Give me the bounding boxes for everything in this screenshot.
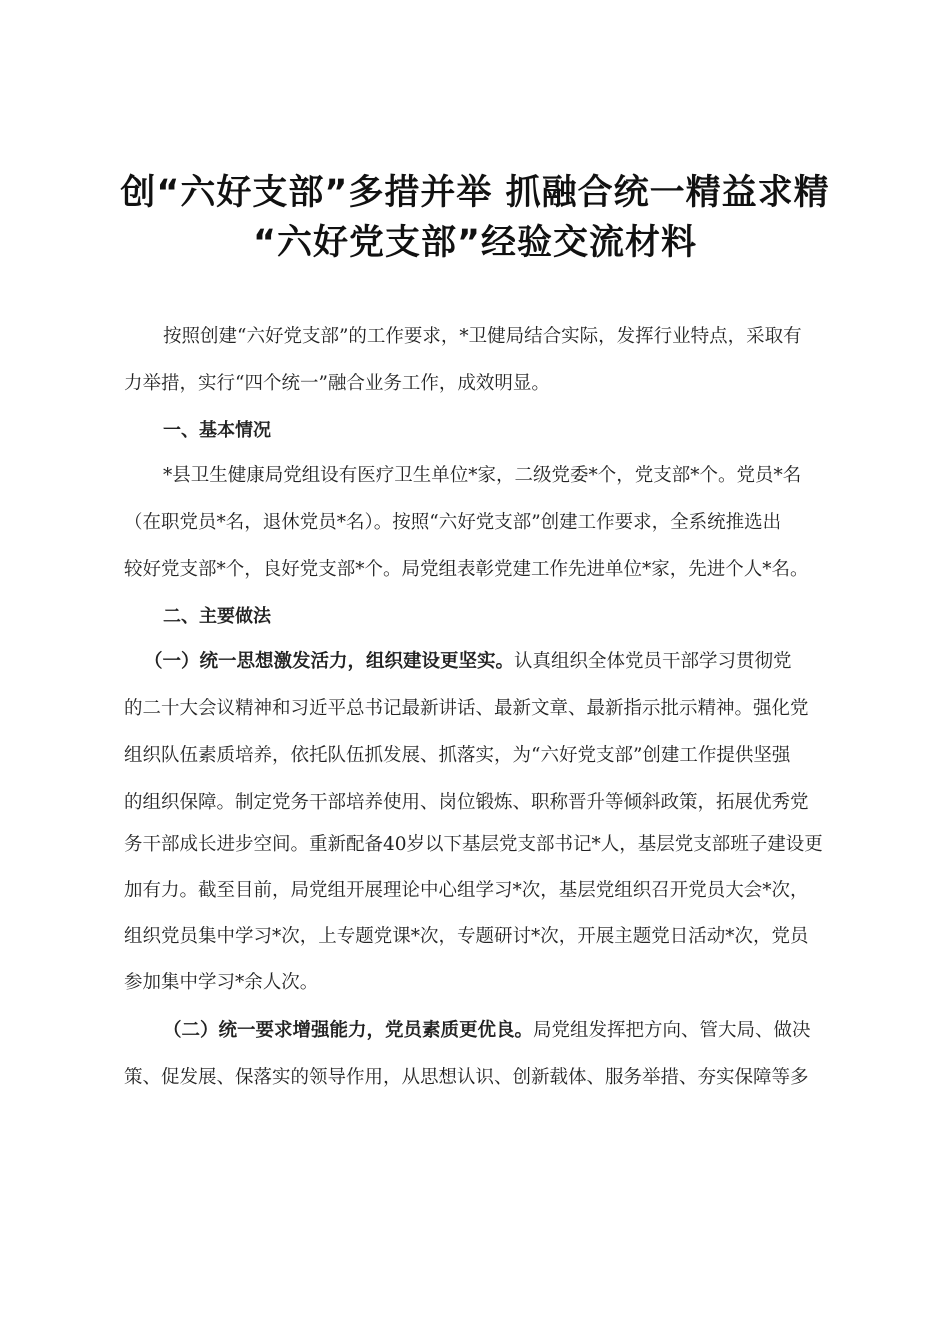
document-title-line-2: “六好党支部”经验交流材料 — [252, 223, 697, 263]
item1-line: 组织党员集中学习*次，上专题党课*次，专题研讨*次，开展主题党日活动*次，党员 — [124, 926, 809, 947]
section1-paragraph-line: *县卫生健康局党组设有医疗卫生单位*家，二级党委*个，党支部*个。党员*名 — [163, 465, 802, 486]
item1-line: 加有力。截至目前，局党组开展理论中心组学习*次，基层党组织召开党员大会*次， — [124, 880, 809, 901]
item1-line: 的组织保障。制定党务干部培养使用、岗位锻炼、职称晋升等倾斜政策，拓展优秀党 — [124, 792, 809, 813]
item1-line: 务干部成长进步空间。重新配备40岁以下基层党支部书记*人，基层党支部班子建设更 — [124, 834, 823, 855]
section1-paragraph-line: （在职党员*名，退休党员*名）。按照“六好党支部”创建工作要求，全系统推选出 — [124, 512, 782, 533]
item1-line: 参加集中学习*余人次。 — [124, 972, 319, 993]
item1-bold-lead: （一）统一思想激发活力，组织建设更坚实。 — [144, 651, 515, 672]
document-title-line-1: 创“六好支部”多措并举 抓融合统一精益求精 — [120, 173, 830, 213]
item2-first-line — [163, 1017, 811, 1045]
section-heading-main-practices: 二、主要做法 — [163, 606, 271, 627]
item2-bold-lead: （二）统一要求增强能力，党员素质更优良。 — [163, 1020, 534, 1041]
item1-line: 组织队伍素质培养，依托队伍抓发展、抓落实，为“六好党支部”创建工作提供坚强 — [124, 745, 791, 766]
item1-first-text: 认真组织全体党员干部学习贯彻党 — [514, 651, 792, 672]
item2-first-text: 局党组发挥把方向、管大局、做决 — [533, 1020, 811, 1041]
section1-paragraph-line: 较好党支部*个，良好党支部*个。局党组表彰党建工作先进单位*家，先进个人*名。 — [124, 559, 809, 580]
item1-line: 的二十大会议精神和习近平总书记最新讲话、最新文章、最新指示批示精神。强化党 — [124, 698, 809, 719]
intro-paragraph-line: 力举措，实行“四个统一”融合业务工作，成效明显。 — [124, 373, 550, 394]
intro-paragraph-line: 按照创建“六好党支部”的工作要求，*卫健局结合实际，发挥行业特点，采取有 — [163, 326, 802, 347]
item1-first-line — [144, 648, 792, 676]
item2-line: 策、促发展、保落实的领导作用，从思想认识、创新载体、服务举措、夯实保障等多 — [124, 1067, 809, 1088]
section-heading-basic-situation: 一、基本情况 — [163, 420, 271, 441]
